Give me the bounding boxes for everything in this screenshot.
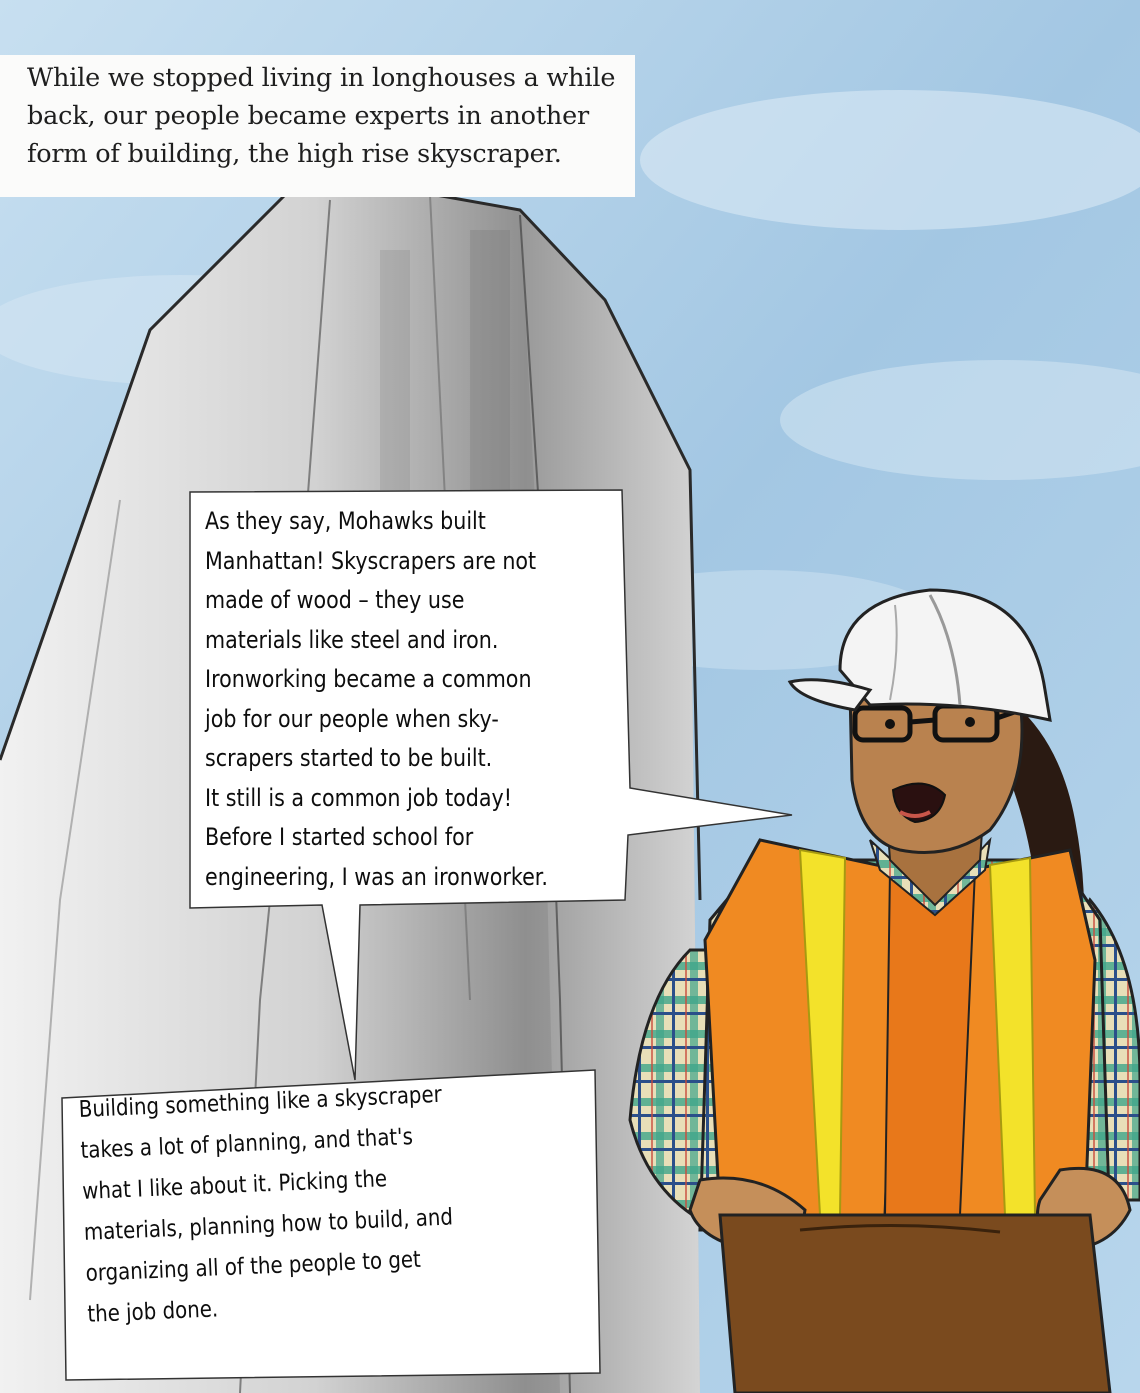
bubble-line: engineering, I was an ironworker.	[205, 862, 548, 891]
bubble-line: Before I started school for	[205, 823, 474, 851]
bubble-line: materials, planning how to build, and	[83, 1204, 454, 1246]
caption-line: form of building, the high rise skyscraper.	[27, 139, 562, 169]
bubble-line: Building something like a skyscraper	[78, 1081, 443, 1123]
bubble-line: made of wood – they use	[205, 586, 465, 614]
bubble-line: the job done.	[86, 1296, 219, 1328]
bubble-line: materials like steel and iron.	[205, 625, 499, 654]
bubble-line: As they say, Mohawks built	[205, 507, 486, 535]
caption-line: back, our people became experts in another	[27, 101, 589, 131]
bubble-line: job for our people when sky-	[205, 704, 499, 733]
bubble-line: It still is a common job today!	[205, 783, 513, 812]
caption-line: While we stopped living in longhouses a while	[27, 63, 616, 93]
bubble-line: takes a lot of planning, and that's	[80, 1124, 414, 1164]
bubble-line: what I like about it. Picking the	[81, 1166, 388, 1205]
speech-bubble-2-text	[78, 1075, 457, 1336]
bubble-line: Ironworking became a common	[205, 665, 532, 693]
safety-vest	[705, 840, 1095, 1215]
bubble-line: organizing all of the people to get	[85, 1246, 422, 1287]
bubble-line: Manhattan! Skyscrapers are not	[205, 546, 537, 575]
narration-caption	[0, 55, 635, 197]
speech-bubble-1-text	[205, 502, 548, 897]
bubble-line: scrapers started to be built.	[205, 744, 493, 772]
pants	[720, 1215, 1110, 1393]
